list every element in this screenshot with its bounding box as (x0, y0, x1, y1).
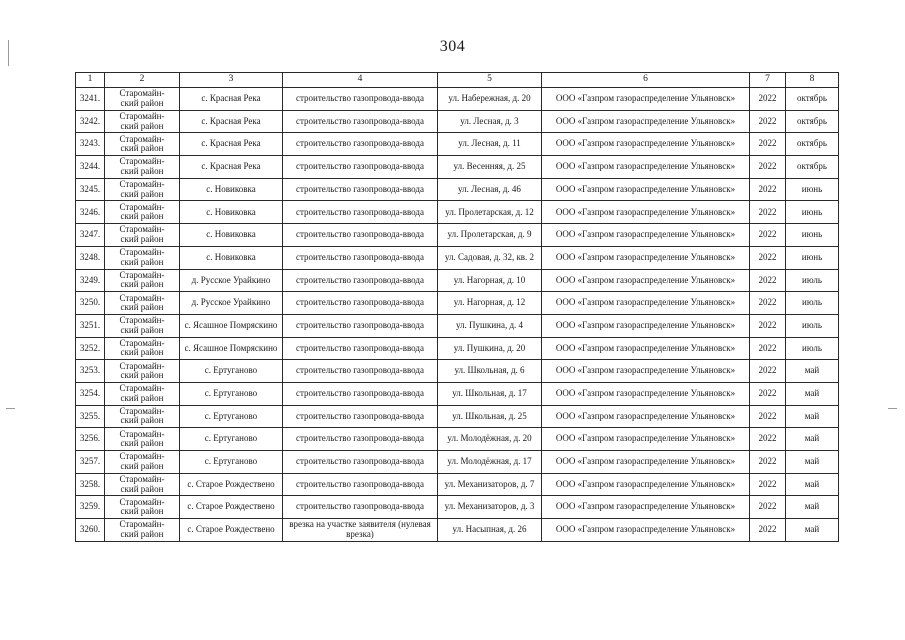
row-number: 3260. (76, 519, 105, 542)
district-line: Старомайн- (119, 88, 165, 99)
district-line: ский район (120, 483, 164, 494)
district-cell (105, 337, 180, 360)
row-number: 3245. (76, 178, 105, 201)
organization-cell: ООО «Газпром газораспределение Ульяновск» (542, 382, 750, 405)
address-cell: ул. Механизаторов, д. 7 (438, 473, 542, 496)
month-cell: май (786, 360, 839, 383)
work-type-cell: строительство газопровода-ввода (283, 110, 438, 133)
work-type-cell: строительство газопровода-ввода (283, 337, 438, 360)
organization-cell: ООО «Газпром газораспределение Ульяновск» (542, 496, 750, 519)
district-cell (105, 178, 180, 201)
table-row (76, 314, 839, 337)
district-line: Старомайн- (119, 428, 165, 439)
year-cell: 2022 (750, 314, 786, 337)
gas-connection-table (75, 72, 839, 542)
column-header: 6 (542, 73, 750, 88)
table-row (76, 496, 839, 519)
column-header: 1 (76, 73, 105, 88)
address-cell: ул. Насыпная, д. 26 (438, 519, 542, 542)
organization-cell: ООО «Газпром газораспределение Ульяновск» (542, 337, 750, 360)
address-cell: ул. Лесная, д. 46 (438, 178, 542, 201)
row-number: 3243. (76, 133, 105, 156)
settlement-cell: с. Красная Река (180, 110, 283, 133)
year-cell: 2022 (750, 156, 786, 179)
address-cell: ул. Молодёжная, д. 17 (438, 451, 542, 474)
year-cell: 2022 (750, 519, 786, 542)
year-cell: 2022 (750, 88, 786, 111)
table-row (76, 360, 839, 383)
settlement-cell: с. Новиковка (180, 201, 283, 224)
settlement-cell: д. Русское Урайкино (180, 269, 283, 292)
address-cell: ул. Нагорная, д. 10 (438, 269, 542, 292)
work-type-cell: строительство газопровода-ввода (283, 451, 438, 474)
year-cell: 2022 (750, 428, 786, 451)
district-cell (105, 156, 180, 179)
row-number: 3256. (76, 428, 105, 451)
row-number: 3244. (76, 156, 105, 179)
work-type-cell: строительство газопровода-ввода (283, 178, 438, 201)
table-row (76, 88, 839, 111)
district-cell (105, 405, 180, 428)
table-row (76, 156, 839, 179)
organization-cell: ООО «Газпром газораспределение Ульяновск» (542, 246, 750, 269)
district-cell (105, 314, 180, 337)
month-cell: июнь (786, 246, 839, 269)
settlement-cell: с. Красная Река (180, 88, 283, 111)
district-cell (105, 473, 180, 496)
table-row (76, 178, 839, 201)
month-cell: май (786, 473, 839, 496)
district-line: ский район (120, 233, 164, 244)
year-cell: 2022 (750, 382, 786, 405)
address-cell: ул. Школьная, д. 6 (438, 360, 542, 383)
district-line: Старомайн- (119, 405, 165, 416)
organization-cell: ООО «Газпром газораспределение Ульяновск» (542, 451, 750, 474)
row-number: 3258. (76, 473, 105, 496)
month-cell: май (786, 405, 839, 428)
month-cell: июнь (786, 201, 839, 224)
column-header: 8 (786, 73, 839, 88)
organization-cell: ООО «Газпром газораспределение Ульяновск» (542, 428, 750, 451)
organization-cell: ООО «Газпром газораспределение Ульяновск» (542, 201, 750, 224)
work-type-cell: врезка на участке заявителя (нулевая врезка) (283, 519, 438, 542)
work-type-cell: строительство газопровода-ввода (283, 473, 438, 496)
year-cell: 2022 (750, 473, 786, 496)
year-cell: 2022 (750, 496, 786, 519)
year-cell: 2022 (750, 292, 786, 315)
address-cell: ул. Механизаторов, д. 3 (438, 496, 542, 519)
district-cell (105, 519, 180, 542)
district-line: ский район (120, 415, 164, 426)
district-line: Старомайн- (119, 156, 165, 167)
month-cell: июль (786, 269, 839, 292)
month-cell: октябрь (786, 110, 839, 133)
district-line: ский район (120, 460, 164, 471)
row-number: 3254. (76, 382, 105, 405)
month-cell: июль (786, 337, 839, 360)
settlement-cell: с. Старое Рождествено (180, 473, 283, 496)
district-line: Старомайн- (119, 451, 165, 462)
address-cell: ул. Молодёжная, д. 20 (438, 428, 542, 451)
column-header: 2 (105, 73, 180, 88)
organization-cell: ООО «Газпром газораспределение Ульяновск» (542, 88, 750, 111)
address-cell: ул. Школьная, д. 17 (438, 382, 542, 405)
month-cell: октябрь (786, 133, 839, 156)
district-line: ский район (120, 97, 164, 108)
month-cell: май (786, 428, 839, 451)
organization-cell: ООО «Газпром газораспределение Ульяновск» (542, 178, 750, 201)
column-header: 3 (180, 73, 283, 88)
row-number: 3259. (76, 496, 105, 519)
organization-cell: ООО «Газпром газораспределение Ульяновск» (542, 519, 750, 542)
settlement-cell: с. Красная Река (180, 133, 283, 156)
row-number: 3255. (76, 405, 105, 428)
settlement-cell: с. Ертуганово (180, 428, 283, 451)
table-row (76, 110, 839, 133)
column-header: 4 (283, 73, 438, 88)
district-cell (105, 88, 180, 111)
month-cell: май (786, 519, 839, 542)
settlement-cell: с. Ертуганово (180, 382, 283, 405)
address-cell: ул. Пролетарская, д. 9 (438, 224, 542, 247)
organization-cell: ООО «Газпром газораспределение Ульяновск» (542, 156, 750, 179)
district-line: ский район (120, 256, 164, 267)
month-cell: июнь (786, 178, 839, 201)
row-number: 3250. (76, 292, 105, 315)
work-type-cell: строительство газопровода-ввода (283, 156, 438, 179)
month-cell: октябрь (786, 88, 839, 111)
month-cell: май (786, 382, 839, 405)
settlement-cell: с. Ясашное Помряскино (180, 314, 283, 337)
district-line: ский район (120, 165, 164, 176)
district-cell (105, 382, 180, 405)
month-cell: июль (786, 314, 839, 337)
table-row (76, 451, 839, 474)
settlement-cell: с. Новиковка (180, 246, 283, 269)
year-cell: 2022 (750, 337, 786, 360)
work-type-cell: строительство газопровода-ввода (283, 246, 438, 269)
district-cell (105, 292, 180, 315)
table-row (76, 292, 839, 315)
table-row (76, 428, 839, 451)
settlement-cell: с. Ертуганово (180, 451, 283, 474)
work-type-cell: строительство газопровода-ввода (283, 428, 438, 451)
district-cell (105, 246, 180, 269)
district-cell (105, 110, 180, 133)
settlement-cell: с. Старое Рождествено (180, 519, 283, 542)
header-row (76, 73, 839, 88)
scan-edge-mark (6, 408, 15, 409)
district-cell (105, 224, 180, 247)
organization-cell: ООО «Газпром газораспределение Ульяновск» (542, 314, 750, 337)
district-line: Старомайн- (119, 519, 165, 530)
scan-edge-mark (888, 408, 897, 409)
row-number: 3251. (76, 314, 105, 337)
organization-cell: ООО «Газпром газораспределение Ульяновск» (542, 292, 750, 315)
month-cell: июль (786, 292, 839, 315)
month-cell: май (786, 451, 839, 474)
work-type-cell: строительство газопровода-ввода (283, 269, 438, 292)
district-line: ский район (120, 370, 164, 381)
organization-cell: ООО «Газпром газораспределение Ульяновск» (542, 224, 750, 247)
year-cell: 2022 (750, 110, 786, 133)
work-type-cell: строительство газопровода-ввода (283, 133, 438, 156)
year-cell: 2022 (750, 405, 786, 428)
district-line: Старомайн- (119, 111, 165, 122)
row-number: 3257. (76, 451, 105, 474)
district-line: ский район (120, 347, 164, 358)
year-cell: 2022 (750, 451, 786, 474)
work-type-cell: строительство газопровода-ввода (283, 292, 438, 315)
address-cell: ул. Пушкина, д. 20 (438, 337, 542, 360)
table-row (76, 246, 839, 269)
work-type-cell: строительство газопровода-ввода (283, 88, 438, 111)
row-number: 3247. (76, 224, 105, 247)
district-line: ский район (120, 188, 164, 199)
table-row (76, 337, 839, 360)
district-line: Старомайн- (119, 201, 165, 212)
district-line: ский район (120, 392, 164, 403)
table-row (76, 269, 839, 292)
row-number: 3252. (76, 337, 105, 360)
address-cell: ул. Весенняя, д. 25 (438, 156, 542, 179)
address-cell: ул. Набережная, д. 20 (438, 88, 542, 111)
district-line: Старомайн- (119, 315, 165, 326)
row-number: 3249. (76, 269, 105, 292)
district-line: ский район (120, 324, 164, 335)
month-cell: июнь (786, 224, 839, 247)
settlement-cell: с. Ертуганово (180, 360, 283, 383)
row-number: 3242. (76, 110, 105, 133)
district-line: ский район (120, 506, 164, 517)
district-line: Старомайн- (119, 496, 165, 507)
year-cell: 2022 (750, 360, 786, 383)
work-type-cell: строительство газопровода-ввода (283, 201, 438, 224)
table-row (76, 473, 839, 496)
district-line: ский район (120, 279, 164, 290)
organization-cell: ООО «Газпром газораспределение Ульяновск» (542, 133, 750, 156)
district-line: Старомайн- (119, 133, 165, 144)
district-line: Старомайн- (119, 179, 165, 190)
row-number: 3248. (76, 246, 105, 269)
district-cell (105, 360, 180, 383)
district-line: Старомайн- (119, 247, 165, 258)
district-cell (105, 201, 180, 224)
row-number: 3241. (76, 88, 105, 111)
settlement-cell: с. Ясашное Помряскино (180, 337, 283, 360)
organization-cell: ООО «Газпром газораспределение Ульяновск» (542, 405, 750, 428)
district-cell (105, 428, 180, 451)
district-line: Старомайн- (119, 360, 165, 371)
address-cell: ул. Пролетарская, д. 12 (438, 201, 542, 224)
work-type-cell: строительство газопровода-ввода (283, 382, 438, 405)
work-type-cell: строительство газопровода-ввода (283, 224, 438, 247)
settlement-cell: с. Новиковка (180, 178, 283, 201)
year-cell: 2022 (750, 246, 786, 269)
column-header: 5 (438, 73, 542, 88)
table-row (76, 405, 839, 428)
district-line: Старомайн- (119, 337, 165, 348)
address-cell: ул. Садовая, д. 32, кв. 2 (438, 246, 542, 269)
settlement-cell: с. Ертуганово (180, 405, 283, 428)
district-cell (105, 269, 180, 292)
district-line: ский район (120, 211, 164, 222)
work-type-cell: строительство газопровода-ввода (283, 314, 438, 337)
district-line: Старомайн- (119, 474, 165, 485)
settlement-cell: с. Старое Рождествено (180, 496, 283, 519)
year-cell: 2022 (750, 178, 786, 201)
table-row (76, 201, 839, 224)
work-type-cell: строительство газопровода-ввода (283, 496, 438, 519)
column-header: 7 (750, 73, 786, 88)
organization-cell: ООО «Газпром газораспределение Ульяновск» (542, 110, 750, 133)
district-cell (105, 496, 180, 519)
organization-cell: ООО «Газпром газораспределение Ульяновск» (542, 360, 750, 383)
organization-cell: ООО «Газпром газораспределение Ульяновск» (542, 269, 750, 292)
page-number: 304 (439, 38, 466, 55)
table-row (76, 382, 839, 405)
settlement-cell: с. Новиковка (180, 224, 283, 247)
district-line: Старомайн- (119, 269, 165, 280)
address-cell: ул. Нагорная, д. 12 (438, 292, 542, 315)
work-type-cell: строительство газопровода-ввода (283, 405, 438, 428)
district-line: Старомайн- (119, 292, 165, 303)
district-cell (105, 451, 180, 474)
work-type-cell: строительство газопровода-ввода (283, 360, 438, 383)
row-number: 3246. (76, 201, 105, 224)
district-line: ский район (120, 302, 164, 313)
settlement-cell: с. Красная Река (180, 156, 283, 179)
district-line: ский район (120, 143, 164, 154)
month-cell: октябрь (786, 156, 839, 179)
address-cell: ул. Пушкина, д. 4 (438, 314, 542, 337)
district-line: Старомайн- (119, 383, 165, 394)
address-cell: ул. Лесная, д. 3 (438, 110, 542, 133)
address-cell: ул. Лесная, д. 11 (438, 133, 542, 156)
address-cell: ул. Школьная, д. 25 (438, 405, 542, 428)
district-line: ский район (120, 120, 164, 131)
year-cell: 2022 (750, 133, 786, 156)
district-line: ский район (120, 528, 164, 539)
year-cell: 2022 (750, 224, 786, 247)
table-row (76, 133, 839, 156)
organization-cell: ООО «Газпром газораспределение Ульяновск» (542, 473, 750, 496)
district-line: Старомайн- (119, 224, 165, 235)
table-row (76, 519, 839, 542)
row-number: 3253. (76, 360, 105, 383)
month-cell: май (786, 496, 839, 519)
district-cell (105, 133, 180, 156)
year-cell: 2022 (750, 201, 786, 224)
district-line: ский район (120, 438, 164, 449)
settlement-cell: д. Русское Урайкино (180, 292, 283, 315)
table-row (76, 224, 839, 247)
year-cell: 2022 (750, 269, 786, 292)
